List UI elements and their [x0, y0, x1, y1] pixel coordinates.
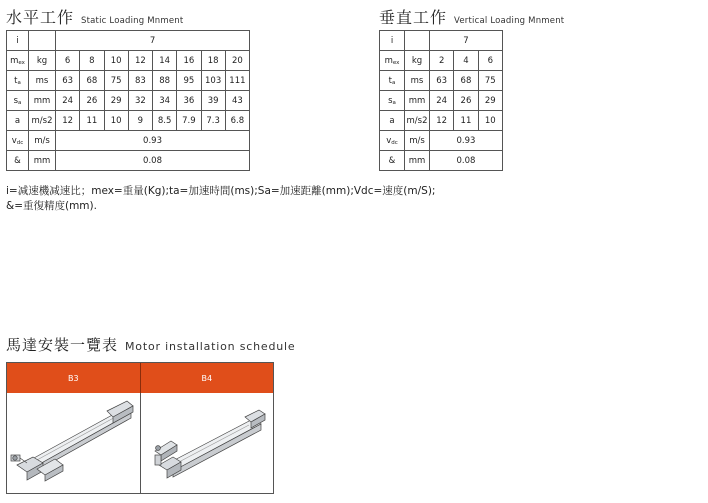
symbol-cell: $v_{dc}$	[7, 131, 29, 151]
table-row	[380, 131, 503, 151]
value-cell: 11	[454, 111, 478, 131]
symbol-cell: a	[7, 111, 29, 131]
horizontal-title-cn: 水平工作	[6, 8, 75, 27]
value-cell: 0.08	[56, 151, 250, 171]
unit-cell	[405, 31, 430, 51]
motor-table-header	[7, 363, 273, 393]
symbol-cell: $s_a$	[380, 91, 405, 111]
value-cell: 34	[153, 91, 177, 111]
table-row	[7, 91, 250, 111]
symbol-cell: &	[7, 151, 29, 171]
unit-cell: mm	[29, 91, 56, 111]
unit-cell: kg	[405, 51, 430, 71]
value-cell: 111	[225, 71, 249, 91]
value-cell: 95	[177, 71, 201, 91]
unit-cell: m/s	[405, 131, 430, 151]
motor-schedule-table	[6, 362, 274, 494]
motor-title-cn: 馬達安裝一覽表	[6, 336, 119, 354]
value-cell: 12	[56, 111, 80, 131]
value-cell: 7.3	[201, 111, 225, 131]
value-cell: 12	[430, 111, 454, 131]
legend-notes	[6, 184, 435, 214]
value-cell: 8.5	[153, 111, 177, 131]
unit-cell: ms	[29, 71, 56, 91]
value-cell: 0.93	[430, 131, 503, 151]
value-cell: 7.9	[177, 111, 201, 131]
value-cell: 29	[478, 91, 502, 111]
column-header-b3: B3	[67, 373, 79, 383]
value-cell: 7	[56, 31, 250, 51]
symbol-cell: $m_{ex}$	[7, 51, 29, 71]
table-row	[380, 31, 503, 51]
horizontal-title-en: Static Loading Mnment	[81, 16, 184, 26]
value-cell: 43	[225, 91, 249, 111]
table-row	[7, 71, 250, 91]
value-cell: 24	[430, 91, 454, 111]
unit-cell: kg	[29, 51, 56, 71]
value-cell: 36	[177, 91, 201, 111]
value-cell: 18	[201, 51, 225, 71]
value-cell: 26	[454, 91, 478, 111]
motor-table-body	[7, 393, 273, 493]
value-cell: 0.93	[56, 131, 250, 151]
symbol-cell: a	[380, 111, 405, 131]
value-cell: 75	[478, 71, 502, 91]
motor-title-en: Motor installation schedule	[125, 340, 296, 353]
actuator-b4-image	[141, 393, 275, 493]
value-cell: 24	[56, 91, 80, 111]
table-row	[380, 151, 503, 171]
vertical-title-cn: 垂直工作	[379, 8, 448, 27]
value-cell: 20	[225, 51, 249, 71]
motor-cell-b4	[140, 393, 274, 493]
unit-cell: m/s2	[29, 111, 56, 131]
value-cell: 75	[104, 71, 128, 91]
vertical-title-en: Vertical Loading Mnment	[454, 16, 565, 26]
table-row	[7, 51, 250, 71]
value-cell: 6.8	[225, 111, 249, 131]
value-cell: 10	[104, 51, 128, 71]
motor-heading	[6, 334, 295, 355]
value-cell: 10	[478, 111, 502, 131]
value-cell: 32	[128, 91, 152, 111]
value-cell: 0.08	[430, 151, 503, 171]
symbol-cell: $m_{ex}$	[380, 51, 405, 71]
horizontal-heading	[6, 5, 183, 28]
notes-line-2: &=重復精度(mm).	[6, 200, 97, 212]
symbol-cell: $t_a$	[7, 71, 29, 91]
value-cell: 2	[430, 51, 454, 71]
table-row	[7, 131, 250, 151]
value-cell: 26	[80, 91, 104, 111]
notes-line-1: i=减速機减速比；mex=重量(Kg);ta=加速時間(ms);Sa=加速距離(mm);Vdc=速度(m/S);	[6, 185, 436, 197]
value-cell: 83	[128, 71, 152, 91]
horizontal-spec-table	[6, 30, 250, 171]
value-cell: 16	[177, 51, 201, 71]
table-row	[380, 51, 503, 71]
unit-cell: mm	[405, 91, 430, 111]
table-row	[380, 91, 503, 111]
motor-cell-b3	[7, 393, 140, 493]
table-row	[7, 31, 250, 51]
value-cell: 63	[430, 71, 454, 91]
symbol-cell: $t_a$	[380, 71, 405, 91]
value-cell: 88	[153, 71, 177, 91]
vertical-spec-table	[379, 30, 503, 171]
unit-cell: mm	[29, 151, 56, 171]
column-header-b4: B4	[140, 363, 274, 393]
symbol-cell: $s_a$	[7, 91, 29, 111]
table-row	[7, 151, 250, 171]
table-row	[380, 71, 503, 91]
value-cell: 103	[201, 71, 225, 91]
unit-cell: m/s	[29, 131, 56, 151]
value-cell: 14	[153, 51, 177, 71]
unit-cell: ms	[405, 71, 430, 91]
value-cell: 8	[80, 51, 104, 71]
table-row	[380, 111, 503, 131]
value-cell: 12	[128, 51, 152, 71]
symbol-cell: i	[380, 31, 405, 51]
symbol-cell: &	[380, 151, 405, 171]
value-cell: 6	[478, 51, 502, 71]
value-cell: 68	[454, 71, 478, 91]
table-row	[7, 111, 250, 131]
value-cell: 29	[104, 91, 128, 111]
unit-cell	[29, 31, 56, 51]
value-cell: 11	[80, 111, 104, 131]
value-cell: 10	[104, 111, 128, 131]
symbol-cell: $v_{dc}$	[380, 131, 405, 151]
value-cell: 39	[201, 91, 225, 111]
value-cell: 63	[56, 71, 80, 91]
value-cell: 68	[80, 71, 104, 91]
actuator-b3-image	[7, 393, 141, 493]
unit-cell: m/s2	[405, 111, 430, 131]
vertical-heading	[379, 5, 564, 28]
unit-cell: mm	[405, 151, 430, 171]
value-cell: 6	[56, 51, 80, 71]
value-cell: 4	[454, 51, 478, 71]
symbol-cell: i	[7, 31, 29, 51]
value-cell: 7	[430, 31, 503, 51]
value-cell: 9	[128, 111, 152, 131]
